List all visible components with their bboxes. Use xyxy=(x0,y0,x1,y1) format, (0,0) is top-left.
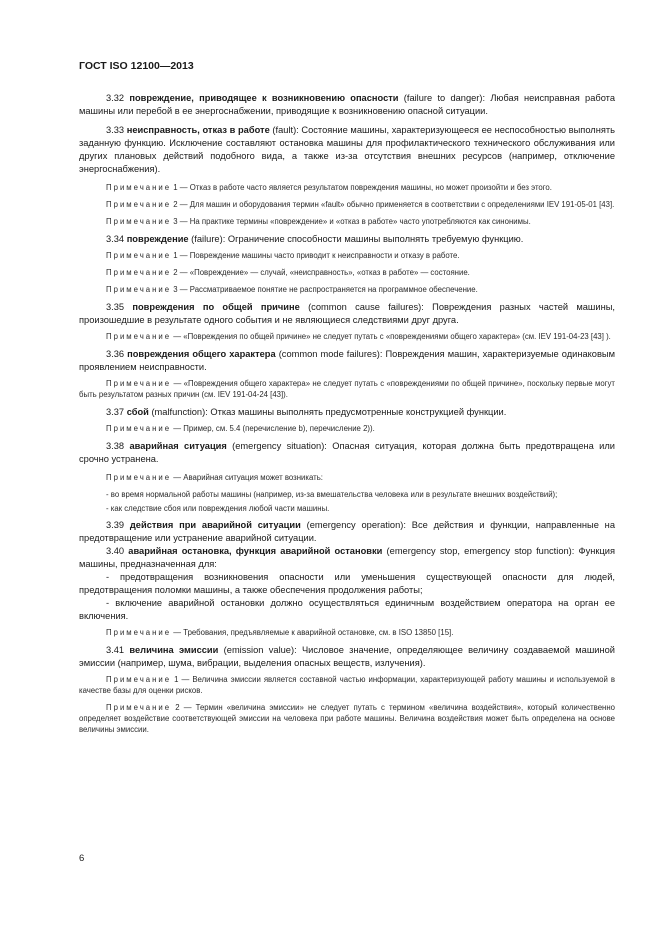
term-3-32: 3.32 повреждение, приводящее к возникновению опасности (failure to danger): Любая неисправная работа машины или перебой в ее энергоснабжении, приводящие к возникновению опасной ситуации. xyxy=(79,93,615,116)
document-body xyxy=(79,92,615,741)
term-3-38: 3.38 аварийная ситуация (emergency situation): Опасная ситуация, которая должна быть предотвращена или срочно устранена. xyxy=(79,441,615,464)
note: Примечание — Пример, см. 5.4 (перечисление b), перечисление 2)). xyxy=(106,424,375,433)
note: Примечание — Аварийная ситуация может возникать: xyxy=(106,473,323,482)
note: Примечание 3 — Рассматриваемое понятие не распространяется на программное обеспечение. xyxy=(106,285,478,294)
page-number: 6 xyxy=(79,853,85,864)
note: Примечание — «Повреждения общего характера» не следует путать с «повреждениями по общей причине», поскольку первые могут быть результатом разных причин (см. IEV 191-04-24 [43]). xyxy=(79,379,615,399)
note: Примечание 2 — «Повреждение» — случай, «неисправность», «отказ в работе» — состояние. xyxy=(106,268,470,277)
list-item: - предотвращения возникновения опасности или уменьшения существующей опасности для людей, предотвращения поломки машины, а также обеспечения продолжения работы; xyxy=(79,572,615,595)
term-3-39: 3.39 действия при аварийной ситуации (emergency operation): Все действия и функции, направленные на предотвращение или устранение аварийной ситуации. xyxy=(79,520,615,543)
note: Примечание 1 — Повреждение машины часто приводит к неисправности и отказу в работе. xyxy=(106,251,460,260)
note: Примечание 1 — Величина эмиссии является составной частью информации, характеризующей работу машины и используемой в качестве базы для оценки рисков. xyxy=(79,675,615,695)
document-header: ГОСТ ISO 12100—2013 xyxy=(79,60,194,72)
note: Примечание — Требования, предъявляемые к аварийной остановке, см. в ISO 13850 [15]. xyxy=(106,628,454,637)
term-3-40: 3.40 аварийная остановка, функция аварийной остановки (emergency stop, emergency stop function): Функция машины, предназначенная для: xyxy=(79,546,616,569)
term-3-37: 3.37 сбой (malfunction): Отказ машины выполнять предусмотренные конструкцией функции. xyxy=(106,407,507,417)
term-3-36: 3.36 повреждения общего характера (common mode failures): Повреждения машин, характеризуемые одинаковым проявлением неисправности. xyxy=(79,349,615,372)
note: Примечание 2 — Для машин и оборудования термин «fault» обычно применяется в соответствии с определениями IEV 191-05-01 [43]. xyxy=(106,200,615,209)
term-3-33: 3.33 неисправность, отказ в работе (fault): Состояние машины, характеризующееся ее неспособностью выполнять заданную функцию. Исключение составляют остановка машины для профилактического технического обслуживания или других плановых действий подобного вида, а также из-за отсутствия внешних ресурсов (например, отключение энергоснабжения). xyxy=(79,125,615,174)
note-list-item: - во время нормальной работы машины (например, из-за вмешательства человека или в результате внешних воздействий); xyxy=(106,490,558,499)
note-list-item: - как следствие сбоя или повреждения любой части машины. xyxy=(106,504,330,513)
note: Примечание 1 — Отказ в работе часто является результатом повреждения машины, но может произойти и без этого. xyxy=(106,183,552,192)
term-3-35: 3.35 повреждения по общей причине (common cause failures): Повреждения разных частей машины, произошедшие в результате одного события и не являющиеся следствиями друг друга. xyxy=(79,302,615,325)
note: Примечание 2 — Термин «величина эмиссии» не следует путать с термином «величина воздействия», который количественно определяет воздействие соответствующей эмиссии на человека при работе машины. Величина воздействия может быть определена на основе величины эмиссии. xyxy=(79,703,615,734)
term-3-34: 3.34 повреждение (failure): Ограничение способности машины выполнять требуемую функцию. xyxy=(106,234,524,244)
note: Примечание 3 — На практике термины «повреждение» и «отказ в работе» часто употребляются как синонимы. xyxy=(106,217,531,226)
list-item: - включение аварийной остановки должно осуществляться единичным воздействием оператора на орган ее включения. xyxy=(79,598,615,621)
note: Примечание — «Повреждения по общей причине» не следует путать с «повреждениями общего характера» (см. IEV 191-04-23 [43] ). xyxy=(106,332,611,341)
term-3-41: 3.41 величина эмиссии (emission value): Числовое значение, определяющее величину создаваемой машиной эмиссии (например, шума, вибрации, выделения опасных веществ, излучения). xyxy=(79,645,615,668)
